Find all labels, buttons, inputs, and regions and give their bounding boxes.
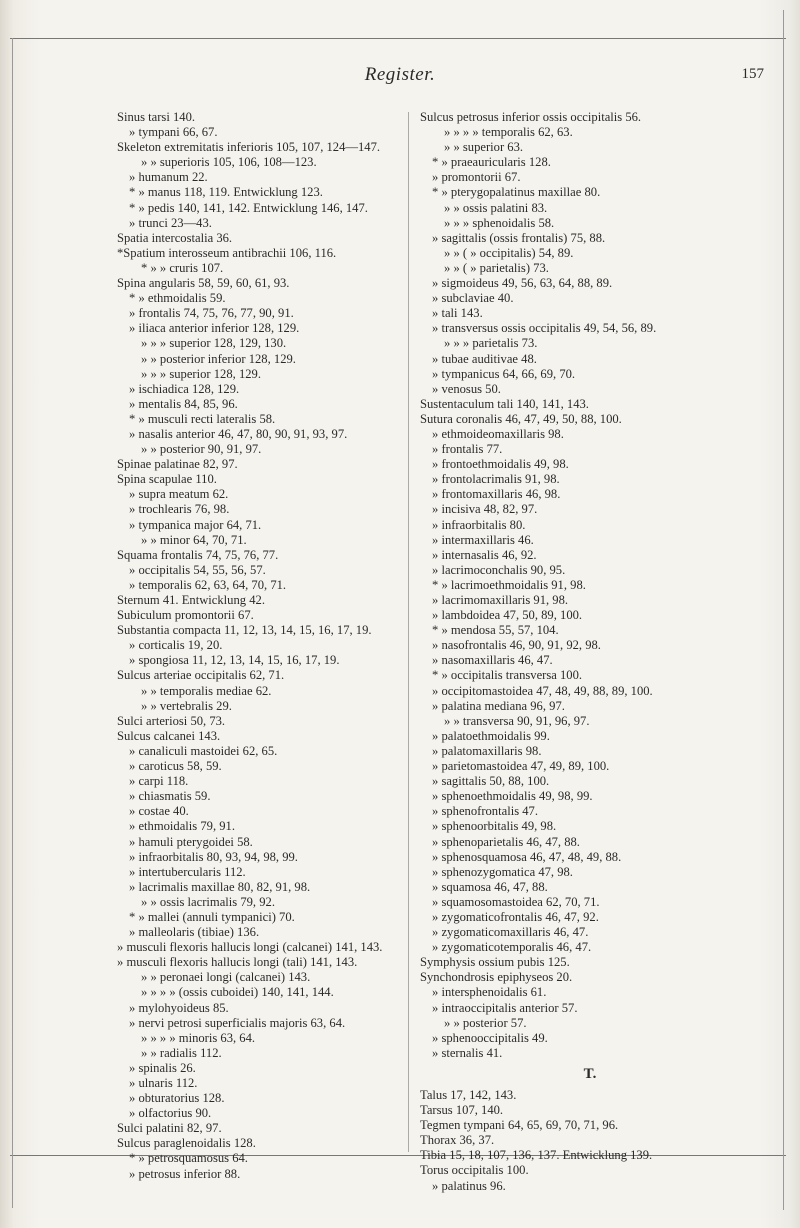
- index-entry: » » » parietalis 73.: [444, 336, 538, 351]
- index-entry: » » ( » parietalis) 73.: [444, 260, 549, 275]
- index-entry: » musculi flexoris hallucis longi (calcanei) 141, 143.: [117, 940, 383, 955]
- index-entry: Sulcus petrosus inferior ossis occipitalis 56.: [420, 110, 642, 124]
- index-entry: » » temporalis mediae 62.: [141, 683, 272, 698]
- index-entry: Sulcus paraglenoidalis 128.: [117, 1136, 256, 1151]
- index-entry: *Spatium interosseum antibrachii 106, 116.: [117, 245, 337, 260]
- index-entry: » venosus 50.: [432, 381, 501, 396]
- index-entry: » zygomaticofrontalis 46, 47, 92.: [432, 909, 599, 924]
- scan-edge-right: [783, 10, 784, 1210]
- index-entry: » carpi 118.: [129, 774, 189, 789]
- index-entry: » tympanicus 64, 66, 69, 70.: [432, 366, 576, 381]
- index-entry: Synchondrosis epiphyseos 20.: [420, 970, 573, 985]
- index-entry: Tegmen tympani 64, 65, 69, 70, 71, 96.: [420, 1118, 619, 1133]
- index-entry: » lacrimomaxillaris 91, 98.: [432, 593, 569, 607]
- running-title: Register.: [364, 64, 436, 85]
- section-letter-t: T.: [583, 1065, 597, 1082]
- index-entry: » squamosomastoidea 62, 70, 71.: [432, 894, 600, 909]
- scan-edge-left: [12, 38, 13, 1208]
- index-entry: » » » superior 128, 129.: [141, 366, 261, 381]
- index-entry: Thorax 36, 37.: [420, 1133, 495, 1148]
- index-entry: » frontoethmoidalis 49, 98.: [432, 457, 569, 472]
- index-entry: Sulcus arteriae occipitalis 62, 71.: [117, 668, 285, 683]
- index-entry: » » » sphenoidalis 58.: [444, 215, 555, 230]
- index-entry: » nasofrontalis 46, 90, 91, 92, 98.: [432, 638, 601, 653]
- index-entry: » » ossis palatini 83.: [444, 200, 548, 215]
- index-entry: » tubae auditivae 48.: [432, 351, 537, 366]
- index-entry: » intersphenoidalis 61.: [432, 985, 547, 1000]
- index-entry: » » » » temporalis 62, 63.: [444, 125, 573, 140]
- index-entry: » intraoccipitalis anterior 57.: [432, 1000, 578, 1015]
- index-entry: » sphenoparietalis 46, 47, 88.: [432, 834, 580, 849]
- index-entry: » mentalis 84, 85, 96.: [129, 396, 238, 411]
- index-entry: » incisiva 48, 82, 97.: [432, 502, 538, 517]
- index-entry: Substantia compacta 11, 12, 13, 14, 15, 16, 17, 19.: [117, 623, 372, 638]
- index-entry: * » ethmoidalis 59.: [129, 291, 226, 306]
- index-entry: » sternalis 41.: [432, 1045, 503, 1060]
- index-entry: Sulci arteriosi 50, 73.: [117, 713, 226, 728]
- index-entry: » promontorii 67.: [432, 170, 521, 185]
- index-entry: * » manus 118, 119. Entwicklung 123.: [129, 185, 323, 200]
- page-number: 157: [741, 66, 764, 82]
- index-entry: » spongiosa 11, 12, 13, 14, 15, 16, 17, 19.: [129, 653, 340, 668]
- index-entry: » sphenoorbitalis 49, 98.: [432, 819, 557, 834]
- index-entry: » tali 143.: [432, 306, 483, 321]
- index-entry: » intertubercularis 112.: [129, 864, 246, 879]
- index-entry: » » posterior 90, 91, 97.: [141, 442, 262, 457]
- index-entry: » occipitomastoidea 47, 48, 49, 88, 89, 100.: [432, 683, 653, 698]
- index-entry: » caroticus 58, 59.: [129, 759, 222, 774]
- index-entry: » spinalis 26.: [129, 1060, 196, 1075]
- index-entry: » » transversa 90, 91, 96, 97.: [444, 713, 590, 728]
- index-entry: » sphenozygomatica 47, 98.: [432, 864, 573, 879]
- index-entry: » tympani 66, 67.: [129, 125, 218, 140]
- index-entry: Sustentaculum tali 140, 141, 143.: [420, 396, 589, 411]
- index-entry: » frontalis 77.: [432, 442, 503, 457]
- index-entry: » infraorbitalis 80, 93, 94, 98, 99.: [129, 849, 298, 864]
- index-entry: » corticalis 19, 20.: [129, 638, 223, 653]
- index-entry: » transversus ossis occipitalis 49, 54, 56, 89.: [432, 321, 657, 336]
- index-entry: » costae 40.: [129, 804, 189, 819]
- index-entry: * » petrosquamosus 64.: [129, 1151, 248, 1166]
- index-entry: » trunci 23—43.: [129, 215, 212, 230]
- index-entry: » hamuli pterygoidei 58.: [129, 834, 253, 849]
- index-entries-right: [420, 110, 760, 1061]
- index-entry: » nervi petrosi superficialis majoris 63, 64.: [129, 1015, 346, 1030]
- index-entries-t: [420, 1088, 760, 1194]
- index-entry: * » lacrimoethmoidalis 91, 98.: [432, 577, 586, 592]
- index-entry: » malleolaris (tibiae) 136.: [129, 925, 260, 940]
- index-entry: Sinus tarsi 140.: [117, 110, 196, 124]
- index-entry: » lambdoidea 47, 50, 89, 100.: [432, 608, 583, 623]
- index-entry: Torus occipitalis 100.: [420, 1163, 529, 1178]
- column-divider: [408, 112, 409, 1152]
- index-entry: » » radialis 112.: [141, 1045, 222, 1060]
- index-column-right: [420, 110, 760, 1194]
- index-entry: * » mallei (annuli tympanici) 70.: [129, 909, 295, 924]
- index-entry: » lacrimalis maxillae 80, 82, 91, 98.: [129, 879, 311, 894]
- index-entry: * » praeauricularis 128.: [432, 155, 551, 170]
- index-entry: » ulnaris 112.: [129, 1076, 198, 1090]
- index-entry: Sternum 41. Entwicklung 42.: [117, 593, 265, 607]
- index-entry: » lacrimoconchalis 90, 95.: [432, 562, 566, 577]
- index-entry: » parietomastoidea 47, 49, 89, 100.: [432, 759, 610, 774]
- index-entry: » infraorbitalis 80.: [432, 517, 526, 532]
- index-entry: » » vertebralis 29.: [141, 698, 232, 713]
- index-entry: » olfactorius 90.: [129, 1106, 212, 1121]
- index-entry: » obturatorius 128.: [129, 1091, 225, 1106]
- index-entry: » squamosa 46, 47, 88.: [432, 879, 548, 894]
- index-entry: » palatina mediana 96, 97.: [432, 698, 565, 713]
- index-entry: » palatinus 96.: [432, 1178, 506, 1193]
- index-entry: » » » » (ossis cuboidei) 140, 141, 144.: [141, 985, 334, 1000]
- index-entry: » sagittalis (ossis frontalis) 75, 88.: [432, 230, 606, 245]
- index-entry: » sphenooccipitalis 49.: [432, 1030, 548, 1045]
- index-entry: » sagittalis 50, 88, 100.: [432, 774, 550, 789]
- index-entry: » » » » minoris 63, 64.: [141, 1030, 256, 1045]
- index-entry: » ischiadica 128, 129.: [129, 381, 240, 396]
- index-entry: » ethmoideomaxillaris 98.: [432, 426, 564, 441]
- index-column-left: [117, 110, 405, 1182]
- index-entry: » » superior 63.: [444, 140, 524, 155]
- scan-edge-top: [10, 38, 786, 39]
- index-entry: » internasalis 46, 92.: [432, 547, 537, 562]
- index-entry: Sulci palatini 82, 97.: [117, 1121, 222, 1136]
- index-entry: » » ossis lacrimalis 79, 92.: [141, 894, 275, 909]
- index-entry: Sutura coronalis 46, 47, 49, 50, 88, 100.: [420, 411, 622, 426]
- index-entry: » nasomaxillaris 46, 47.: [432, 653, 553, 668]
- index-entry: Talus 17, 142, 143.: [420, 1088, 517, 1102]
- index-entry: » mylohyoideus 85.: [129, 1000, 229, 1015]
- index-entry: » trochlearis 76, 98.: [129, 502, 230, 517]
- index-entry: » supra meatum 62.: [129, 487, 229, 502]
- index-entry: Subiculum promontorii 67.: [117, 608, 254, 623]
- index-entry: » musculi flexoris hallucis longi (tali) 141, 143.: [117, 955, 358, 970]
- index-entry: Spinae palatinae 82, 97.: [117, 457, 238, 472]
- index-entry: Squama frontalis 74, 75, 76, 77.: [117, 547, 279, 562]
- index-entry: * » pedis 140, 141, 142. Entwicklung 146, 147.: [129, 200, 368, 215]
- index-entry: Spina angularis 58, 59, 60, 61, 93.: [117, 276, 290, 291]
- index-entry: » palatoethmoidalis 99.: [432, 728, 550, 743]
- index-entry: » occipitalis 54, 55, 56, 57.: [129, 562, 266, 577]
- index-entry: » » ( » occipitalis) 54, 89.: [444, 245, 574, 260]
- index-entry: » zygomaticotemporalis 46, 47.: [432, 940, 592, 955]
- index-entry: » tympanica major 64, 71.: [129, 517, 262, 532]
- index-entry: » » minor 64, 70, 71.: [141, 532, 247, 547]
- index-entry: * » mendosa 55, 57, 104.: [432, 623, 559, 638]
- index-entry: » sigmoideus 49, 56, 63, 64, 88, 89.: [432, 276, 613, 291]
- index-entry: Spina scapulae 110.: [117, 472, 217, 487]
- index-entry: » ethmoidalis 79, 91.: [129, 819, 235, 834]
- index-entry: » iliaca anterior inferior 128, 129.: [129, 321, 300, 336]
- index-entry: » zygomaticomaxillaris 46, 47.: [432, 925, 589, 940]
- index-entry: * » musculi recti lateralis 58.: [129, 411, 276, 426]
- index-entry: * » » cruris 107.: [141, 260, 224, 275]
- index-entry: » palatomaxillaris 98.: [432, 743, 542, 758]
- index-entry: » petrosus inferior 88.: [129, 1166, 241, 1181]
- index-entry: » » peronaei longi (calcanei) 143.: [141, 970, 311, 985]
- index-entry: » intermaxillaris 46.: [432, 532, 534, 547]
- index-entry: » frontomaxillaris 46, 98.: [432, 487, 561, 502]
- index-entry: » » superioris 105, 106, 108—123.: [141, 155, 317, 170]
- index-entry: » frontalis 74, 75, 76, 77, 90, 91.: [129, 306, 294, 321]
- index-entry: Sulcus calcanei 143.: [117, 728, 221, 743]
- index-entry: Symphysis ossium pubis 125.: [420, 955, 570, 970]
- index-entry: * » pterygopalatinus maxillae 80.: [432, 185, 601, 200]
- index-entry: » humanum 22.: [129, 170, 208, 185]
- index-entry: » temporalis 62, 63, 64, 70, 71.: [129, 577, 287, 592]
- index-entry: » sphenofrontalis 47.: [432, 804, 538, 819]
- page-header: [0, 64, 800, 94]
- index-entry: » sphenosquamosa 46, 47, 48, 49, 88.: [432, 849, 622, 864]
- index-entry: » subclaviae 40.: [432, 291, 514, 306]
- index-entry: » canaliculi mastoidei 62, 65.: [129, 743, 278, 758]
- index-entry: Tibia 15, 18, 107, 136, 137. Entwicklung 139.: [420, 1148, 653, 1163]
- index-entry: » sphenoethmoidalis 49, 98, 99.: [432, 789, 593, 804]
- index-entry: » nasalis anterior 46, 47, 80, 90, 91, 93, 97.: [129, 426, 348, 441]
- index-entry: Tarsus 107, 140.: [420, 1103, 504, 1118]
- index-entry: » » posterior inferior 128, 129.: [141, 351, 296, 366]
- index-entry: » » posterior 57.: [444, 1015, 527, 1030]
- index-entry: » » » superior 128, 129, 130.: [141, 336, 287, 351]
- index-entry: » chiasmatis 59.: [129, 789, 211, 804]
- index-entry: Skeleton extremitatis inferioris 105, 107, 124—147.: [117, 140, 381, 155]
- index-entry: * » occipitalis transversa 100.: [432, 668, 583, 683]
- index-entry: Spatia intercostalia 36.: [117, 230, 233, 245]
- index-entry: » frontolacrimalis 91, 98.: [432, 472, 560, 487]
